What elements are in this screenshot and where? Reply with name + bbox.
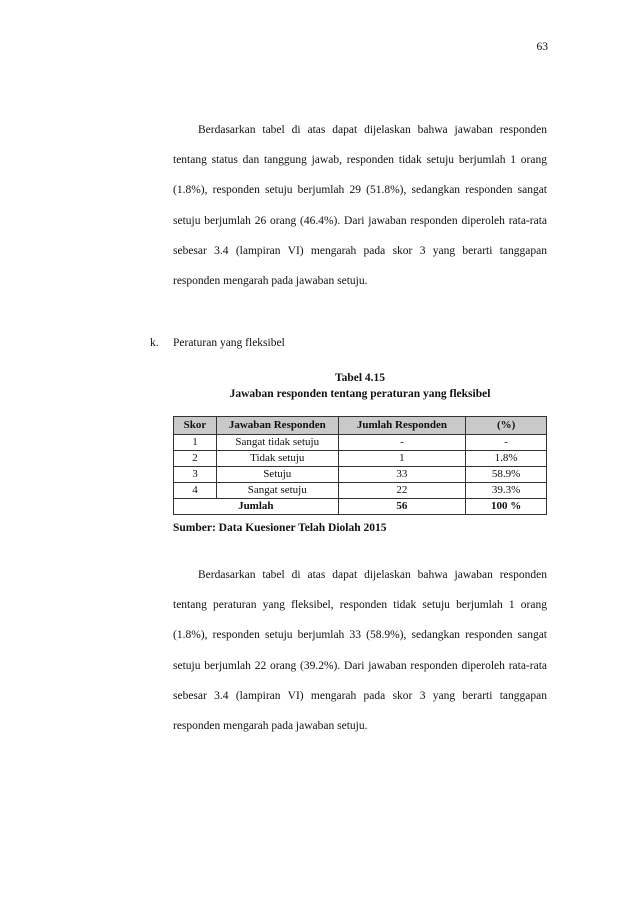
total-percent: 100 % — [466, 499, 547, 515]
total-label: Jumlah — [174, 499, 339, 515]
cell-skor: 3 — [174, 467, 217, 483]
cell-persen: - — [466, 435, 547, 451]
section-title: Peraturan yang fleksibel — [173, 337, 285, 349]
paragraph-peraturan-fleksibel — [173, 560, 547, 741]
responses-table — [173, 416, 547, 515]
table-row — [174, 435, 547, 451]
header-persen: (%) — [466, 417, 547, 435]
section-letter: k. — [150, 337, 159, 349]
cell-skor: 1 — [174, 435, 217, 451]
paragraph-status-tanggung-jawab — [173, 115, 547, 296]
header-jawaban: Jawaban Responden — [216, 417, 338, 435]
cell-skor: 4 — [174, 483, 217, 499]
cell-persen: 58.9% — [466, 467, 547, 483]
cell-jawaban: Setuju — [216, 467, 338, 483]
cell-persen: 1.8% — [466, 451, 547, 467]
section-heading — [150, 337, 285, 349]
cell-jawaban: Tidak setuju — [216, 451, 338, 467]
cell-persen: 39.3% — [466, 483, 547, 499]
cell-jawaban: Sangat tidak setuju — [216, 435, 338, 451]
table-row — [174, 483, 547, 499]
table-caption-title: Tabel 4.15 — [334, 372, 386, 384]
table-source: Sumber: Data Kuesioner Telah Diolah 2015 — [173, 522, 387, 534]
table-caption-subtitle: Jawaban responden tentang peraturan yang fleksibel — [229, 388, 491, 400]
header-jumlah: Jumlah Responden — [338, 417, 466, 435]
paragraph-text: Berdasarkan tabel di atas dapat dijelaskan bahwa jawaban responden tentang status dan tanggung jawab, responden tidak setuju berjumlah 1 orang (1.8%), responden setuju berjumlah 29 (51.8%), sedangkan responden sangat setuju berjumlah 26 orang (46.4%). Dari jawaban responden diperoleh rata-rata sebesar 3.4 (lampiran VI) mengarah pada skor 3 yang berarti tanggapan responden mengarah pada jawaban setuju. — [173, 124, 547, 288]
paragraph-text: Berdasarkan tabel di atas dapat dijelaskan bahwa jawaban responden tentang peraturan yang fleksibel, responden tidak setuju berjumlah 1 orang (1.8%), responden setuju berjumlah 33 (58.9%), sedangkan responden sangat setuju berjumlah 22 orang (39.2%). Dari jawaban responden diperoleh rata-rata sebesar 3.4 (lampiran VI) mengarah pada skor 3 yang berarti tanggapan responden mengarah pada jawaban setuju. — [173, 569, 547, 733]
total-count: 56 — [338, 499, 466, 515]
cell-jumlah: 22 — [338, 483, 466, 499]
cell-jawaban: Sangat setuju — [216, 483, 338, 499]
table-header-row — [174, 417, 547, 435]
table-row — [174, 467, 547, 483]
cell-jumlah: - — [338, 435, 466, 451]
cell-jumlah: 1 — [338, 451, 466, 467]
header-skor: Skor — [174, 417, 217, 435]
cell-jumlah: 33 — [338, 467, 466, 483]
table-row — [174, 451, 547, 467]
table-total-row — [174, 499, 547, 515]
page-number: 63 — [536, 41, 548, 53]
cell-skor: 2 — [174, 451, 217, 467]
